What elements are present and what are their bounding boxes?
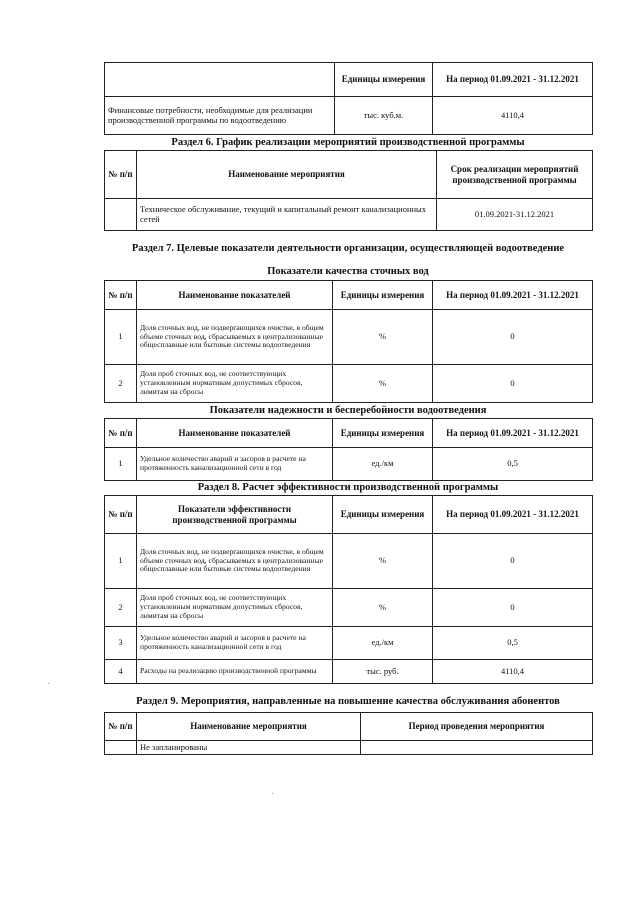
indicator-value: 0,5: [433, 448, 593, 481]
efficiency-name: Доля сточных вод, не подвергающихся очистке, в общем объеме сточных вод, сбрасываемых в централизованные общесплавные или бытовые системы водоотведения: [137, 534, 333, 589]
indicator-unit: %: [333, 310, 433, 365]
activity-name: Не запланированы: [137, 741, 361, 755]
efficiency-value: 0: [433, 589, 593, 627]
efficiency-value: 0,5: [433, 627, 593, 660]
row-number: 4: [105, 660, 137, 684]
units-header: Единицы измерения: [333, 419, 433, 448]
period-header: На период 01.09.2021 - 31.12.2021: [433, 281, 593, 310]
indicator-name-header: Наименование показателей: [137, 281, 333, 310]
subscriber-activities-table: [104, 712, 593, 755]
row-number: 1: [105, 534, 137, 589]
period-header: На период 01.09.2021 - 31.12.2021: [433, 63, 593, 97]
reliability-subtitle: Показатели надежности и бесперебойности водоотведения: [209, 405, 487, 416]
finance-table: [104, 62, 593, 135]
units-header: Единицы измерения: [333, 281, 433, 310]
units-header: Единицы измерения: [335, 63, 433, 97]
blank-header-cell: [105, 63, 335, 97]
number-header: № п/п: [105, 713, 137, 741]
period-header: На период 01.09.2021 - 31.12.2021: [433, 419, 593, 448]
indicator-unit: %: [333, 365, 433, 403]
row-number: [105, 199, 137, 231]
efficiency-unit: %: [333, 534, 433, 589]
efficiency-unit: %: [333, 589, 433, 627]
efficiency-name-header: Показатели эффективности производственной программы: [137, 496, 333, 534]
number-header: № п/п: [105, 496, 137, 534]
efficiency-name: Удельное количество аварий и засоров в расчете на протяженность канализационной сети в год: [137, 627, 333, 660]
indicator-unit: ед./км: [333, 448, 433, 481]
scan-speck: [272, 793, 273, 794]
row-number: 2: [105, 589, 137, 627]
number-header: № п/п: [105, 419, 137, 448]
row-number: 3: [105, 627, 137, 660]
units-header: Единицы измерения: [333, 496, 433, 534]
row-number: 1: [105, 448, 137, 481]
indicator-name: Удельное количество аварий и засоров в расчете на протяженность канализационной сети в год: [137, 448, 333, 481]
period-header: На период 01.09.2021 - 31.12.2021: [433, 496, 593, 534]
reliability-table: [104, 418, 593, 481]
section-7-title: Раздел 7. Целевые показатели деятельности организации, осуществляющей водоотведение: [131, 243, 565, 254]
activity-term: 01.09.2021-31.12.2021: [437, 199, 593, 231]
term-header: Срок реализации мероприятий производственной программы: [437, 151, 593, 199]
finance-row-label: Финансовые потребности, необходимые для реализации производственной программы по водоотведению: [105, 97, 335, 135]
efficiency-unit: тыс. руб.: [333, 660, 433, 684]
indicator-value: 0: [433, 310, 593, 365]
efficiency-name: Расходы на реализацию производственной программы: [137, 660, 333, 684]
indicator-value: 0: [433, 365, 593, 403]
number-header: № п/п: [105, 151, 137, 199]
efficiency-name: Доля проб сточных вод, не соответствующих установленным нормативам допустимых сбросов, лимитам на сбросы: [137, 589, 333, 627]
efficiency-value: 0: [433, 534, 593, 589]
section-9-title: Раздел 9. Мероприятия, направленные на повышение качества обслуживания абонентов: [136, 696, 560, 707]
quality-subtitle: Показатели качества сточных вод: [267, 266, 429, 277]
period-header: Период проведения мероприятия: [361, 713, 593, 741]
efficiency-value: 4110,4: [433, 660, 593, 684]
row-number: [105, 741, 137, 755]
efficiency-unit: ед./км: [333, 627, 433, 660]
finance-row-unit: тыс. куб.м.: [335, 97, 433, 135]
scan-speck: [48, 683, 49, 684]
activity-period: [361, 741, 593, 755]
number-header: № п/п: [105, 281, 137, 310]
finance-row-value: 4110,4: [433, 97, 593, 135]
activity-name-header: Наименование мероприятия: [137, 713, 361, 741]
row-number: 1: [105, 310, 137, 365]
indicator-name: Доля сточных вод, не подвергающихся очистке, в общем объеме сточных вод, сбрасываемых в централизованные общесплавные или бытовые системы водоотведения: [137, 310, 333, 365]
quality-table: [104, 280, 593, 403]
section-6-table: [104, 150, 593, 231]
indicator-name-header: Наименование показателей: [137, 419, 333, 448]
activity-name: Техническое обслуживание, текущий и капитальный ремонт канализационных сетей: [137, 199, 437, 231]
activity-name-header: Наименование мероприятия: [137, 151, 437, 199]
efficiency-table: [104, 495, 593, 684]
indicator-name: Доля проб сточных вод, не соответствующих установленным нормативам допустимых сбросов, лимитам на сбросы: [137, 365, 333, 403]
section-8-title: Раздел 8. Расчет эффективности производственной программы: [197, 482, 499, 493]
row-number: 2: [105, 365, 137, 403]
section-6-title: Раздел 6. График реализации мероприятий производственной программы: [171, 137, 525, 148]
